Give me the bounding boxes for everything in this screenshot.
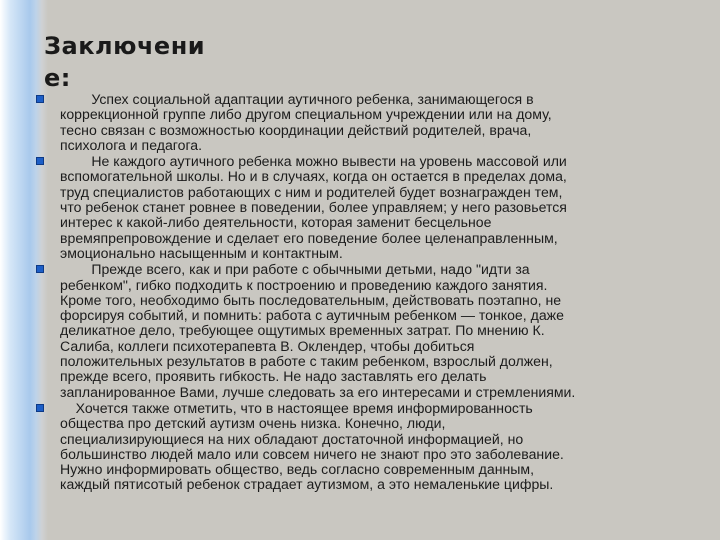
- paragraph-line: положительных результатов в работе с таким ребенком, взрослый должен,: [60, 353, 553, 370]
- paragraph-2: [36, 154, 680, 261]
- slide-title-line-1: Заключени: [44, 32, 206, 60]
- paragraph-line: интерес к какой-либо деятельности, которая заменит бесцельное: [60, 214, 492, 231]
- bullet-square-icon: [36, 404, 44, 412]
- paragraph-line: Не каждого аутичного ребенка можно вывести на уровень массовой или: [60, 153, 567, 170]
- slide-title: [44, 30, 214, 94]
- paragraph-line: труд специалистов работающих с ним и родителей будет вознагражден тем,: [60, 183, 563, 200]
- paragraph-line: коррекционной группе либо другом специальном учреждении или на дому,: [60, 106, 552, 123]
- paragraph-line: что ребенок станет ровнее в поведении, более управляем; у него разовьется: [60, 199, 567, 216]
- paragraph-3: [36, 262, 680, 400]
- slide-title-line-2: е:: [44, 64, 71, 92]
- paragraph-4: [36, 401, 680, 493]
- paragraph-line: времяпрепровождение и сделает его поведение более целенаправленным,: [60, 229, 558, 246]
- bullet-square-icon: [36, 265, 44, 273]
- paragraph-line: большинство людей мало или совсем ничего не знают про это заболевание.: [60, 445, 564, 462]
- paragraph-line: ребенком", гибко подходить к построению и проведению каждого занятия.: [60, 276, 548, 293]
- paragraph-line: Прежде всего, как и при работе с обычными детьми, надо "идти за: [60, 261, 530, 278]
- paragraph-line: деликатное дело, требующее ощутимых временных затрат. По мнению К.: [60, 322, 545, 339]
- paragraph-line: Успех социальной адаптации аутичного ребенка, занимающегося в: [60, 91, 534, 107]
- paragraph-line: каждый пятисотый ребенок страдает аутизмом, а это немаленькие цифры.: [60, 476, 554, 493]
- paragraph-line: Салиба, коллеги психотерапевта В. Оклендер, чтобы добиться: [60, 337, 475, 354]
- paragraph-line: психолога и педагога.: [60, 136, 203, 153]
- paragraph-1: [36, 92, 680, 153]
- paragraph-line: Хочется также отметить, что в настоящее время информированность: [60, 399, 533, 416]
- paragraph-line: запланированное Вами, лучше следовать за его интересами и стремлениями.: [60, 383, 576, 400]
- bullet-square-icon: [36, 95, 44, 103]
- paragraph-line: прежде всего, проявить гибкость. Не надо заставлять его делать: [60, 368, 487, 385]
- bullet-square-icon: [36, 157, 44, 165]
- paragraph-line: тесно связан с возможностью координации действий родителей, врача,: [60, 121, 532, 138]
- paragraph-line: вспомогательной школы. Но и в случаях, когда он остается в пределах дома,: [60, 168, 567, 185]
- paragraph-line: специализирующиеся на них обладают достаточной информацией, но: [60, 430, 524, 447]
- left-gradient-stripe: [0, 0, 30, 540]
- slide-content: [36, 92, 680, 493]
- paragraph-line: форсируя событий, и помнить: работа с аутичным ребенком — тонкое, даже: [60, 307, 564, 324]
- paragraph-line: Кроме того, необходимо быть последовательным, действовать поэтапно, не: [60, 291, 562, 308]
- paragraph-line: Нужно информировать общество, ведь согласно современным данным,: [60, 461, 535, 478]
- paragraph-line: общества про детский аутизм очень низка. Конечно, люди,: [60, 415, 446, 432]
- paragraph-line: эмоционально насыщенным и контактным.: [60, 244, 343, 261]
